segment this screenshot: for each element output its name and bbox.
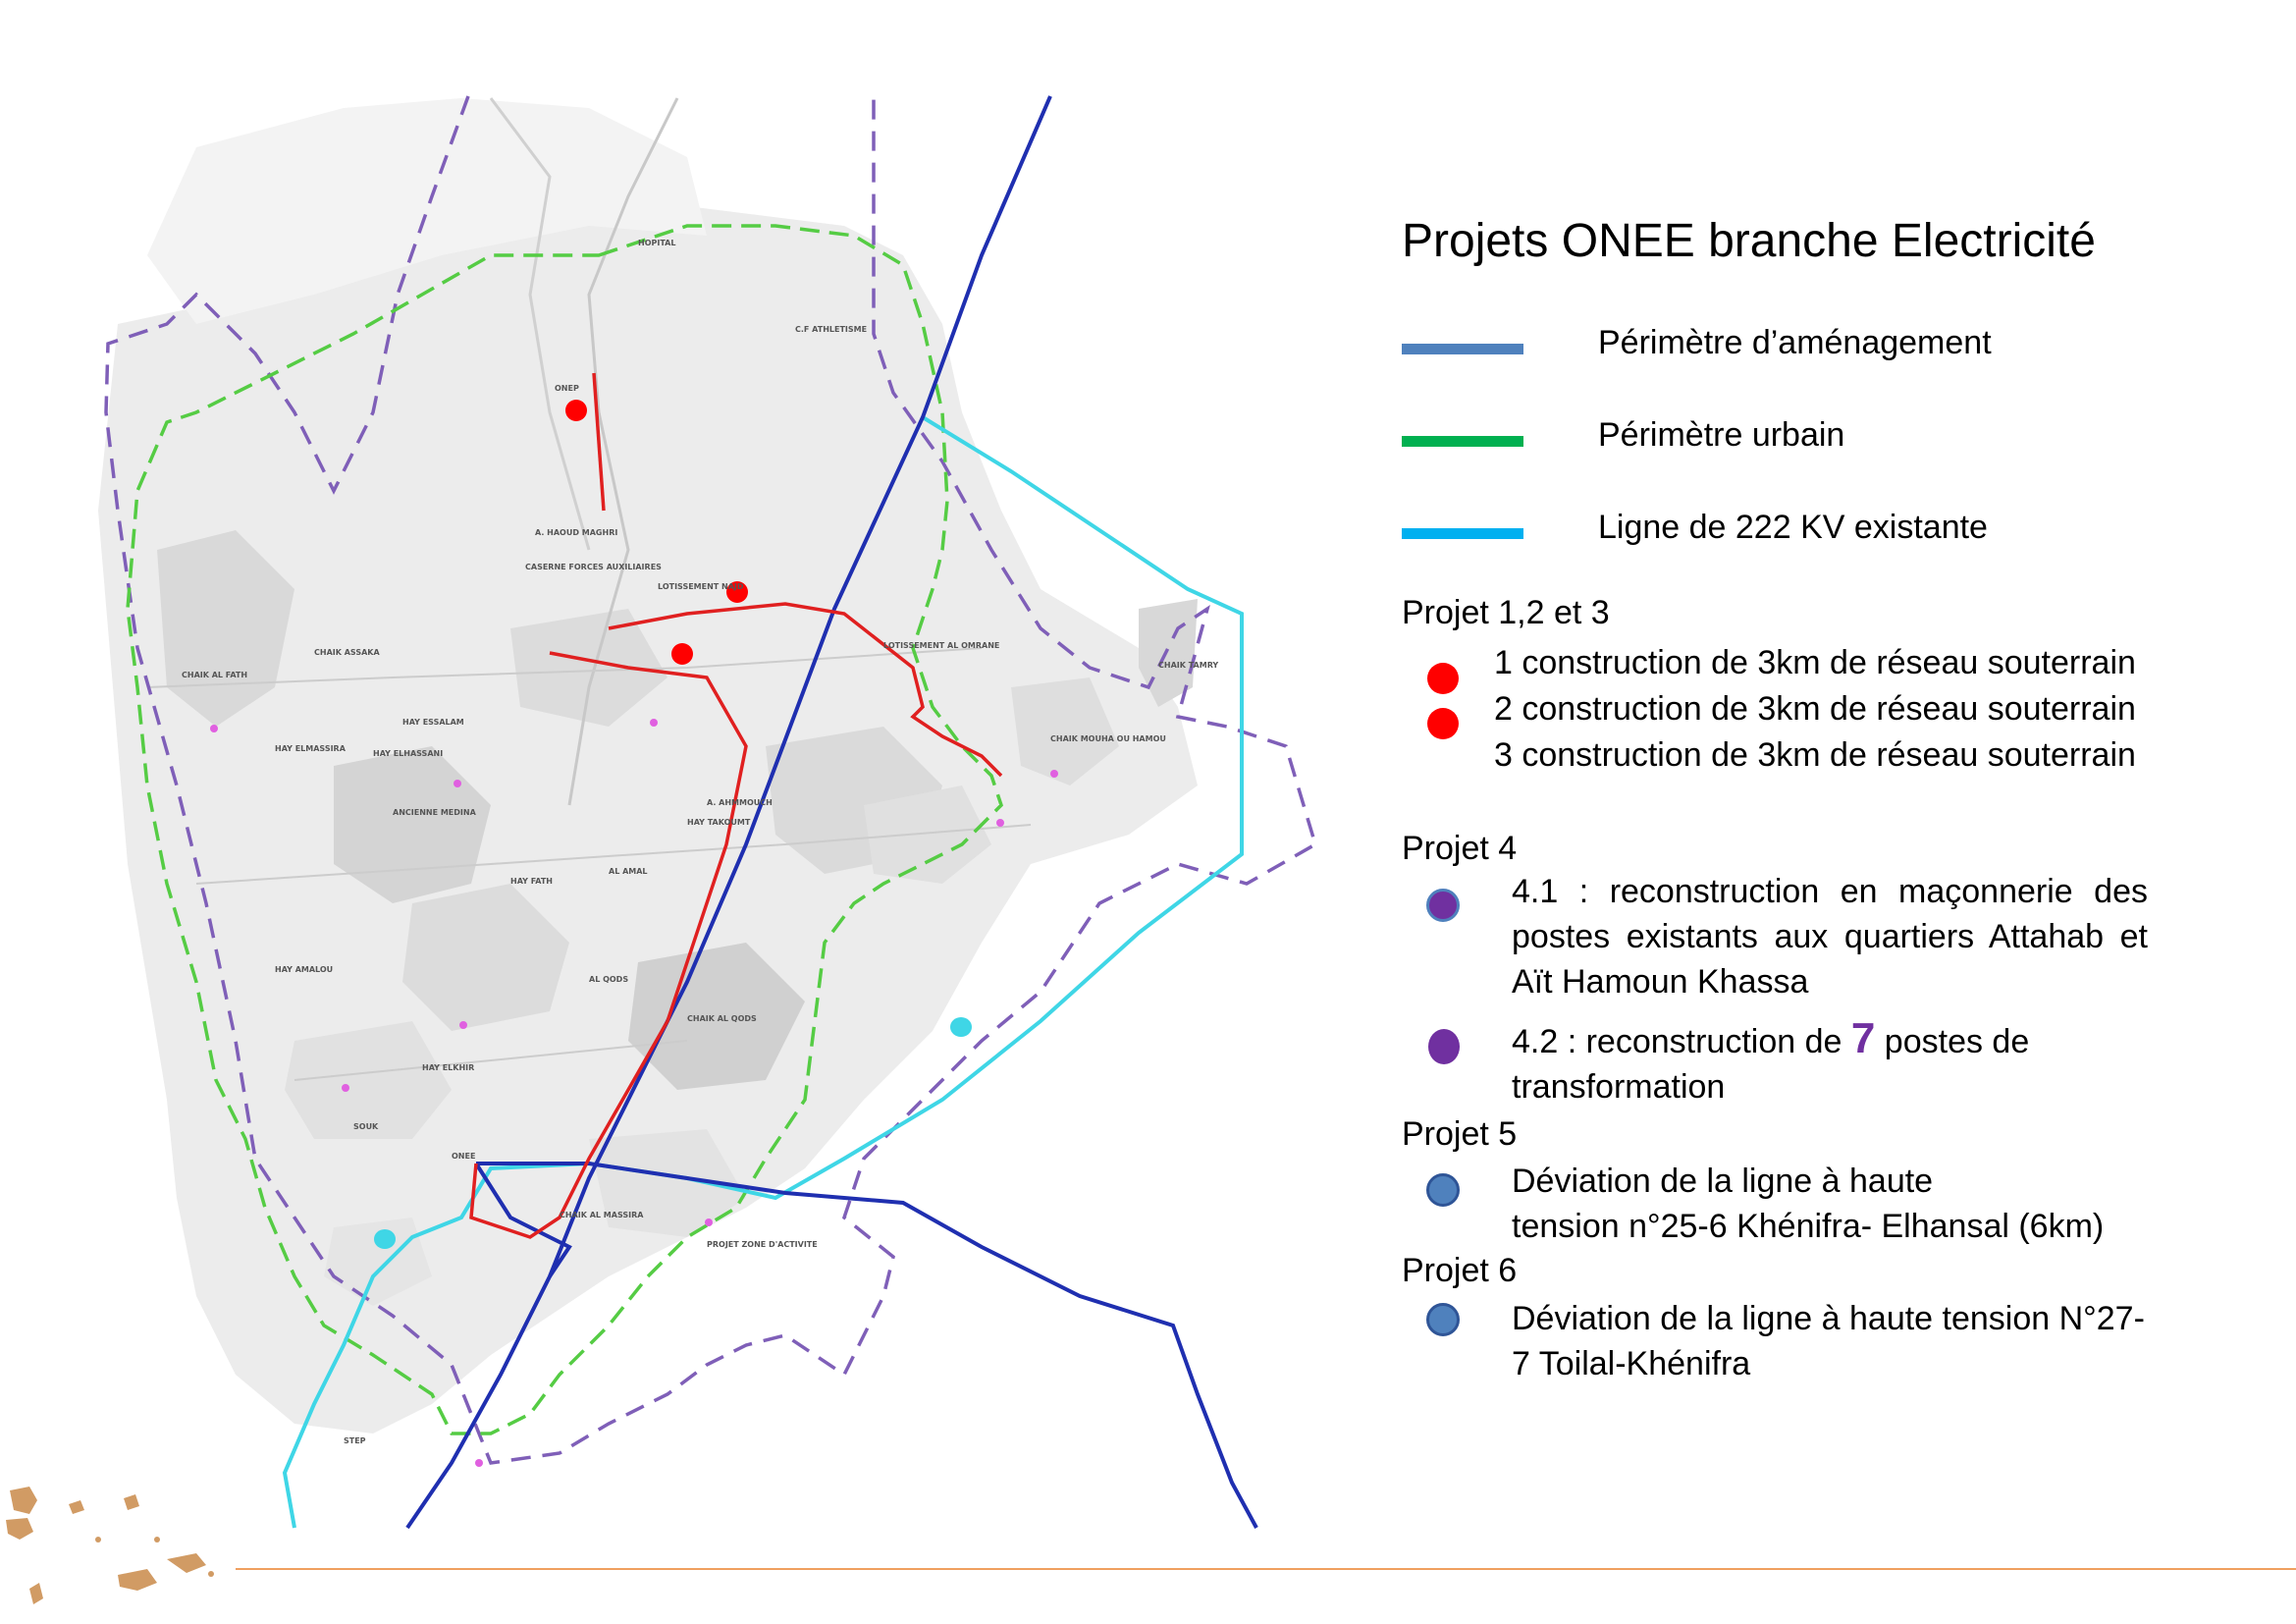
legend-label: Périmètre urbain: [1598, 416, 1845, 454]
footer-logo-decoration: [0, 1481, 240, 1624]
blue-dot-icon: [1426, 1303, 1460, 1336]
red-dot-icon: [1427, 708, 1459, 739]
purple-dot-icon: [1428, 1029, 1460, 1064]
legend-label: Ligne de 222 KV existante: [1598, 509, 1988, 546]
map-place-label: HAY AMALOU: [275, 965, 334, 974]
map-place-label: CHAIK ASSAKA: [314, 648, 380, 657]
project-1-text: 1 construction de 3km de réseau souterrain: [1494, 644, 2136, 681]
map-place-label: HOPITAL: [638, 239, 676, 247]
cyan-marker: [950, 1017, 972, 1037]
project-4-heading: Projet 4: [1402, 830, 1518, 867]
cyan-marker: [374, 1229, 396, 1249]
map-place-label: HAY ESSALAM: [402, 718, 464, 727]
project-4-1-text: 4.1 : reconstruction en maçonnerie des postes existants aux quartiers Attahab et Aït Hamoun Khassa: [1512, 873, 2148, 1001]
map-place-label: CASERNE FORCES AUXILIAIRES: [525, 563, 662, 571]
map-place-label: ONEP: [555, 384, 579, 393]
map-place-label: CHAIK TAMRY: [1158, 661, 1219, 670]
project-4-2-count: 7: [1850, 1014, 1876, 1062]
legend-item-urbain: [1402, 416, 2207, 456]
legend-title: Projets ONEE branche Electricité: [1402, 215, 2096, 267]
map-place-label: CHAIK AL MASSIRA: [560, 1211, 644, 1219]
map-place-label: ONEE: [452, 1152, 476, 1161]
amenagement-swatch: [1402, 344, 1523, 354]
project-6-heading: Projet 6: [1402, 1252, 1518, 1289]
map-place-label: AL AMAL: [609, 867, 648, 876]
map-place-label: A. AHMMOUCH: [707, 798, 773, 807]
map-place-label: HAY ELHASSANI: [373, 749, 444, 758]
project-5-heading: Projet 5: [1402, 1115, 1518, 1153]
222kv-swatch: [1402, 528, 1523, 539]
project-6-line1: Déviation de la ligne à haute tension N°27-: [1512, 1300, 2145, 1337]
red-dot-icon: [1427, 663, 1459, 694]
blue-dot-icon: [1426, 1173, 1460, 1207]
legend-item-222kv: [1402, 509, 2207, 548]
map-place-label: HAY ELMASSIRA: [275, 744, 346, 753]
project-5-line1: Déviation de la ligne à haute: [1512, 1163, 1934, 1200]
map-place-label: CHAIK AL QODS: [687, 1014, 757, 1023]
project-4-2-post: postes de transformation: [1512, 1023, 2030, 1106]
map-place-label: ANCIENNE MEDINA: [393, 808, 476, 817]
map-place-label: STEP: [344, 1436, 366, 1445]
legend-item-amenagement: [1402, 324, 2207, 363]
map-place-label: CHAIK MOUHA OU HAMOU: [1050, 734, 1166, 743]
map-place-label: AL QODS: [589, 975, 629, 984]
map-place-label: LOTISSEMENT NAJD: [658, 582, 744, 591]
footer-divider: [236, 1568, 2296, 1570]
project-123-heading: Projet 1,2 et 3: [1402, 594, 1610, 631]
project-4-2-text: [1512, 1016, 2160, 1110]
project-5-line2: tension n°25-6 Khénifra- Elhansal (6km): [1512, 1208, 2105, 1245]
map-place-label: C.F ATHLETISME: [795, 325, 868, 334]
map-place-label: HAY FATH: [510, 877, 553, 886]
city-basemap: [98, 98, 1198, 1434]
project-2-text: 2 construction de 3km de réseau souterrain: [1494, 690, 2136, 728]
project-6-line2: 7 Toilal-Khénifra: [1512, 1345, 1751, 1382]
urbain-swatch: [1402, 436, 1523, 447]
map-place-label: HAY TAKOUMT: [687, 818, 751, 827]
map-place-label: LOTISSEMENT AL OMRANE: [883, 641, 1000, 650]
map-place-label: PROJET ZONE D'ACTIVITE: [707, 1240, 818, 1249]
map-place-label: SOUK: [353, 1122, 379, 1131]
project-1-marker: [565, 400, 587, 421]
map-place-label: HAY ELKHIR: [422, 1063, 475, 1072]
project-4-2-pre: 4.2 : reconstruction de: [1512, 1023, 1851, 1060]
purple-dot-icon: [1426, 889, 1460, 922]
project-3-marker: [671, 643, 693, 665]
map-place-label: CHAIK AL FATH: [182, 671, 248, 679]
map-place-label: A. HAOUD MAGHRI: [535, 528, 618, 537]
project-3-text: 3 construction de 3km de réseau souterrain: [1494, 736, 2136, 774]
legend-label: Périmètre d’aménagement: [1598, 324, 1992, 361]
